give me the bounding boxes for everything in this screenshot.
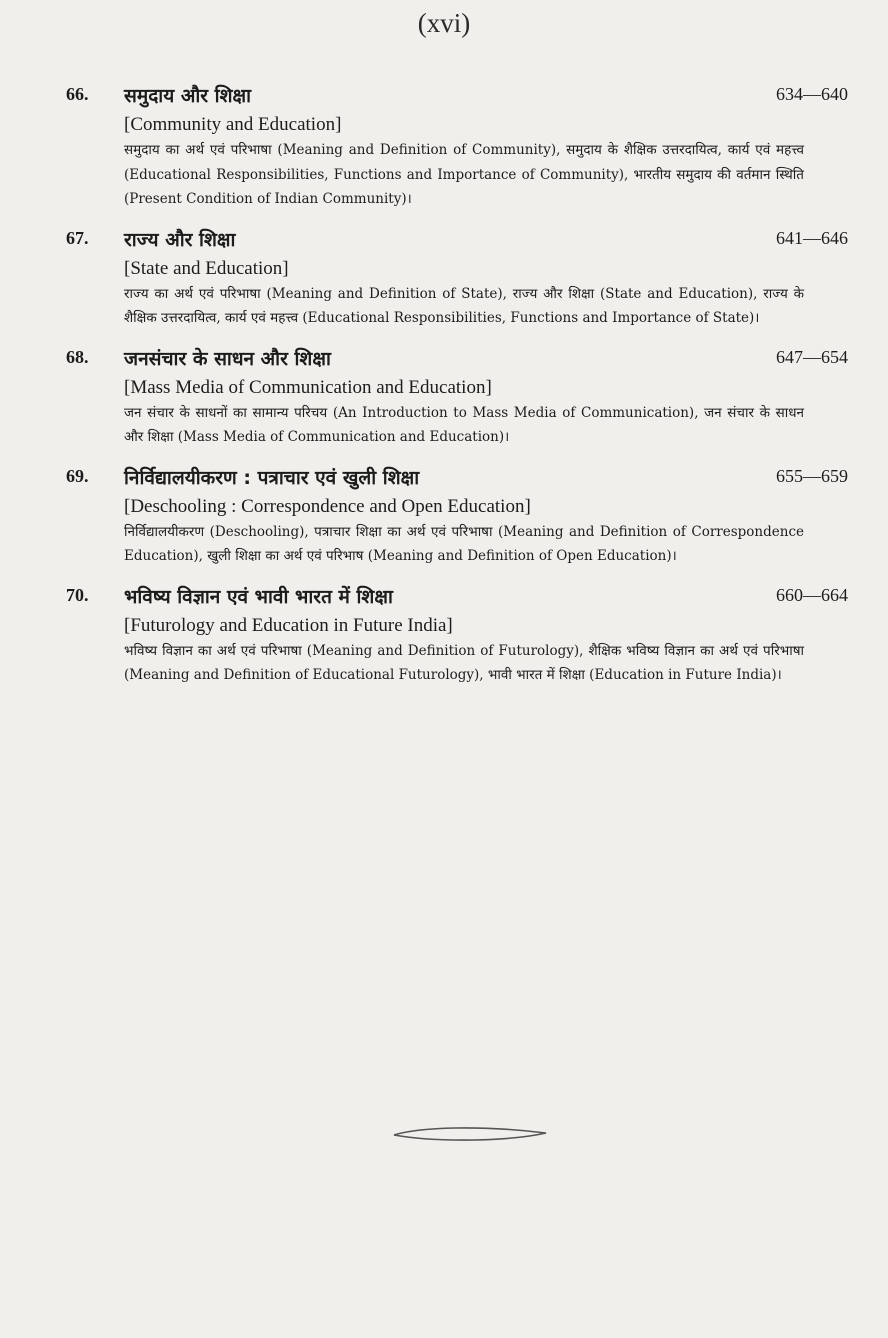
entry-title: भविष्य विज्ञान एवं भावी भारत में शिक्षा — [124, 585, 393, 608]
entry-pages: 660—664 — [776, 584, 848, 605]
toc-entry-68 — [66, 343, 856, 450]
entry-number: 66. — [66, 84, 89, 104]
toc-entry-66 — [66, 80, 856, 212]
entry-description: निर्विद्यालयीकरण (Deschooling), पत्राचार शिक्षा का अर्थ एवं परिभाषा (Meaning and Definition of Correspondence Education), खुली शिक्षा का अर्थ एवं परिभाष (Meaning and Definition of Open Education)। — [124, 523, 804, 564]
entry-title: निर्विद्यालयीकरण : पत्राचार एवं खुली शिक्षा — [124, 466, 420, 489]
entry-subtitle: [Futurology and Education in Future India] — [124, 614, 453, 636]
toc-entry-67 — [66, 224, 856, 331]
entry-pages: 655—659 — [776, 465, 848, 486]
entry-title: राज्य और शिक्षा — [124, 228, 236, 251]
entry-number: 69. — [66, 465, 89, 486]
page-number: (xvi) — [417, 8, 471, 38]
entry-subtitle: [Deschooling : Correspondence and Open Education] — [124, 495, 531, 517]
entry-subtitle: [Mass Media of Communication and Education] — [124, 376, 492, 398]
entry-description: जन संचार के साधनों का सामान्य परिचय (An Introduction to Mass Media of Communication), जन संचार के साधन और शिक्षा (Mass Media of Communication and Education)। — [124, 404, 804, 445]
toc-entry-69 — [66, 462, 856, 569]
entry-description: भविष्य विज्ञान का अर्थ एवं परिभाषा (Meaning and Definition of Futurology), शैक्षिक भविष्य विज्ञान का अर्थ एवं परिभाषा (Meaning and Definition of Educational Futurology), भावी भारत में शिक्षा (Education in Future India)। — [124, 642, 804, 683]
toc-entry-70 — [66, 581, 856, 688]
entry-pages: 647—654 — [776, 346, 848, 367]
entry-subtitle: [Community and Education] — [124, 114, 342, 135]
entry-description: समुदाय का अर्थ एवं परिभाषा (Meaning and Definition of Community), समुदाय के शैक्षिक उत्तरदायित्व, कार्य एवं महत्त्व (Educational Responsibilities, Functions and Importance of Community), भारतीय समुदाय की वर्तमान स्थिति (Present Condition of Indian Community)। — [124, 142, 804, 207]
entry-pages: 641—646 — [776, 227, 848, 248]
toc-entries — [66, 80, 856, 700]
entry-number: 70. — [66, 584, 89, 605]
entry-number: 68. — [66, 346, 89, 367]
entry-title: जनसंचार के साधन और शिक्षा — [124, 347, 331, 370]
entry-number: 67. — [66, 227, 89, 248]
end-ornament — [390, 1125, 550, 1145]
entry-description: राज्य का अर्थ एवं परिभाषा (Meaning and Definition of State), राज्य और शिक्षा (State and Education), राज्य के शैक्षिक उत्तरदायित्व, कार्य एवं महत्त्व (Educational Responsibilities, Functions and Importance of State)। — [124, 285, 804, 326]
entry-pages: 634—640 — [776, 84, 848, 104]
entry-title: समुदाय और शिक्षा — [124, 85, 252, 107]
entry-subtitle: [State and Education] — [124, 257, 289, 279]
